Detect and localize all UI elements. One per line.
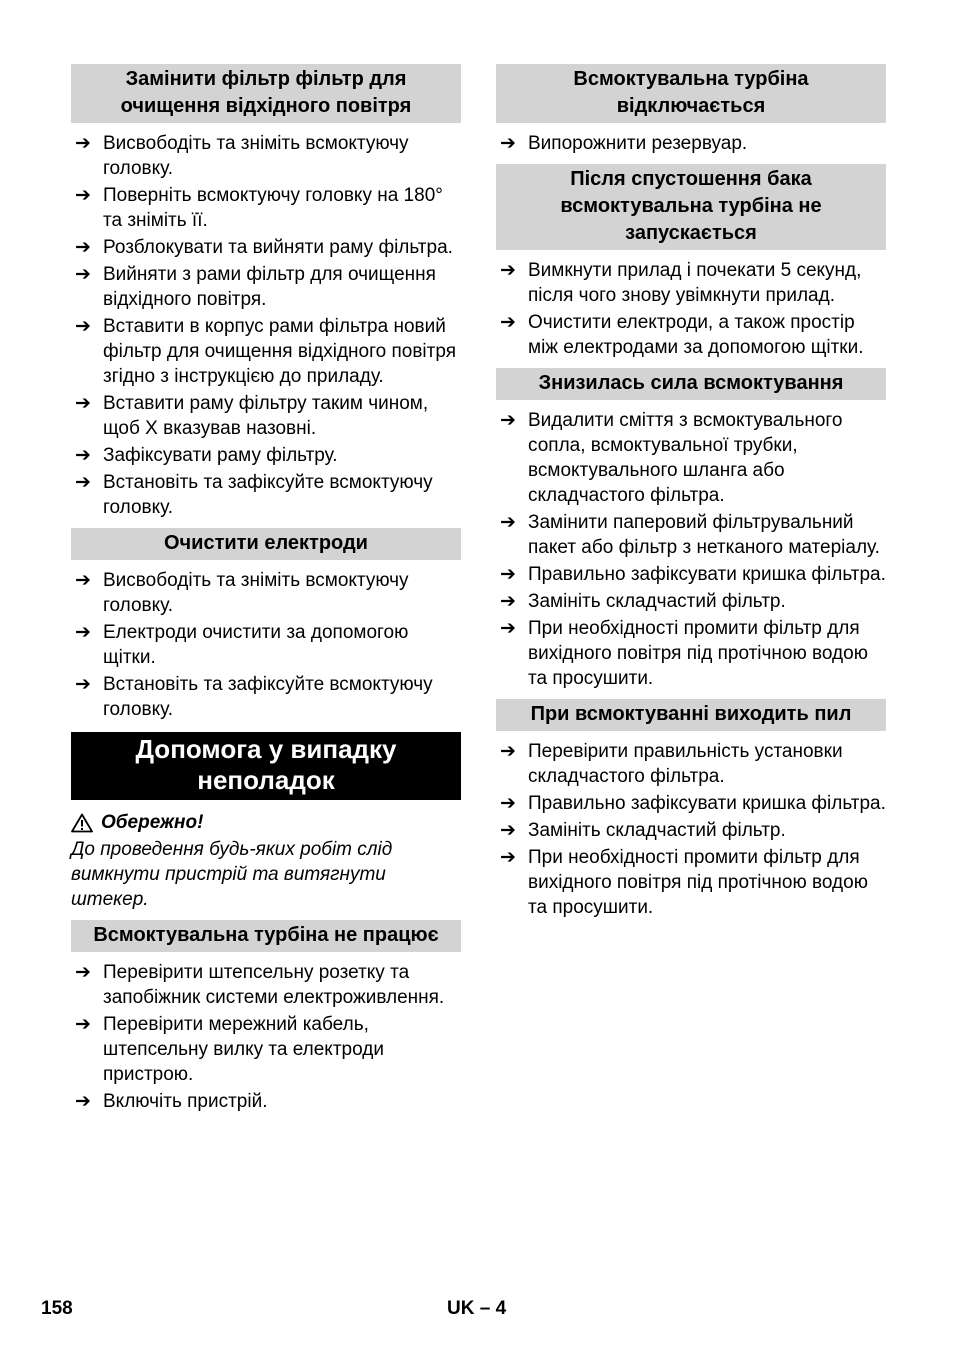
step-text: Вийняти з рами фільтр для очищення відхідного повітря. [103, 264, 436, 310]
step-item [496, 845, 886, 920]
arrow-right-icon: ➔ [500, 591, 516, 612]
step-text: Поверніть всмоктуючу головку на 180° та зніміть її. [103, 185, 443, 231]
step-text: При необхідності промити фільтр для вихідного повітря під протічною водою та просушити. [528, 847, 868, 918]
arrow-right-icon: ➔ [75, 1091, 91, 1112]
step-text: Правильно зафіксувати кришка фільтра. [528, 793, 886, 814]
step-item [496, 510, 886, 560]
left-column [71, 64, 461, 1122]
arrow-right-icon: ➔ [75, 674, 91, 695]
warning-text: До проведення будь-яких робіт слід вимкнути пристрій та витягнути штекер. [71, 839, 393, 910]
arrow-right-icon: ➔ [500, 741, 516, 762]
right-column [496, 64, 886, 928]
arrow-right-icon: ➔ [75, 185, 91, 206]
step-text: Випорожнити резервуар. [528, 133, 748, 154]
step-text: Видалити сміття з всмоктувального сопла, всмоктувальної трубки, всмоктувального шланга або складчастого фільтра. [528, 410, 843, 506]
arrow-right-icon: ➔ [75, 445, 91, 466]
step-list [71, 131, 461, 520]
step-item [496, 562, 886, 587]
step-text: Встановіть та зафіксуйте всмоктуючу головку. [103, 674, 433, 720]
step-item [496, 616, 886, 691]
warning-heading [71, 810, 461, 835]
step-item [71, 672, 461, 722]
step-item [496, 818, 886, 843]
arrow-right-icon: ➔ [75, 1014, 91, 1035]
arrow-right-icon: ➔ [75, 472, 91, 493]
step-text: Замініть складчастий фільтр. [528, 591, 786, 612]
step-text: Вимкнути прилад і почекати 5 секунд, після чого знову увімкнути прилад. [528, 260, 862, 306]
arrow-right-icon: ➔ [75, 393, 91, 414]
arrow-right-icon: ➔ [500, 312, 516, 333]
step-text: Висвободіть та зніміть всмоктуючу головку. [103, 133, 409, 179]
step-item [71, 443, 461, 468]
step-text: Замініть складчастий фільтр. [528, 820, 786, 841]
step-item [71, 960, 461, 1010]
step-text: Розблокувати та вийняти раму фільтра. [103, 237, 453, 258]
step-text: Перевірити мережний кабель, штепсельну вилку та електроди пристрою. [103, 1014, 384, 1085]
step-list [71, 960, 461, 1114]
arrow-right-icon: ➔ [75, 316, 91, 337]
arrow-right-icon: ➔ [75, 133, 91, 154]
arrow-right-icon: ➔ [500, 847, 516, 868]
step-item [71, 131, 461, 181]
step-item [496, 258, 886, 308]
step-item [71, 568, 461, 618]
step-text: Зафіксувати раму фільтру. [103, 445, 338, 466]
arrow-right-icon: ➔ [500, 793, 516, 814]
section-title-clean-electrodes: Очистити електроди [71, 528, 461, 560]
arrow-right-icon: ➔ [500, 618, 516, 639]
step-list [496, 739, 886, 920]
arrow-right-icon: ➔ [75, 622, 91, 643]
step-item [71, 262, 461, 312]
arrow-right-icon: ➔ [500, 260, 516, 281]
step-text: При необхідності промити фільтр для вихідного повітря під протічною водою та просушити. [528, 618, 868, 689]
arrow-right-icon: ➔ [75, 962, 91, 983]
step-item [71, 1089, 461, 1114]
step-text: Перевірити правильність установки складчастого фільтра. [528, 741, 843, 787]
section-title-turbine-does-not-start: Після спустошення бака всмоктувальна турбіна не запускається [496, 164, 886, 250]
step-text: Включіть пристрій. [103, 1091, 268, 1112]
section-title-dust-escapes: При всмоктуванні виходить пил [496, 699, 886, 731]
step-item [496, 408, 886, 508]
step-list [496, 131, 886, 156]
step-item [496, 131, 886, 156]
language-section-tag: UK – 4 [447, 1298, 507, 1319]
step-list [496, 408, 886, 691]
chapter-title-troubleshooting: Допомога у випадку неполадок [71, 732, 461, 800]
arrow-right-icon: ➔ [500, 564, 516, 585]
step-text: Замінити паперовий фільтрувальний пакет або фільтр з нетканого матеріалу. [528, 512, 880, 558]
arrow-right-icon: ➔ [500, 820, 516, 841]
step-item [496, 310, 886, 360]
arrow-right-icon: ➔ [500, 410, 516, 431]
step-list [496, 258, 886, 360]
arrow-right-icon: ➔ [75, 570, 91, 591]
arrow-right-icon: ➔ [75, 264, 91, 285]
step-item [496, 739, 886, 789]
section-title-turbine-switches-off: Всмоктувальна турбіна відключається [496, 64, 886, 123]
arrow-right-icon: ➔ [75, 237, 91, 258]
step-list [71, 568, 461, 722]
step-text: Вставити раму фільтру таким чином, щоб X вказував назовні. [103, 393, 429, 439]
section-title-replace-exhaust-filter: Замінити фільтр фільтр для очищення відхідного повітря [71, 64, 461, 123]
warning-triangle-icon [71, 813, 93, 833]
arrow-right-icon: ➔ [500, 133, 516, 154]
section-title-turbine-not-working: Всмоктувальна турбіна не працює [71, 920, 461, 952]
step-text: Встановіть та зафіксуйте всмоктуючу головку. [103, 472, 433, 518]
step-text: Перевірити штепсельну розетку та запобіжник системи електроживлення. [103, 962, 445, 1008]
step-item [71, 235, 461, 260]
step-item [71, 314, 461, 389]
arrow-right-icon: ➔ [500, 512, 516, 533]
step-item [71, 391, 461, 441]
step-item [496, 791, 886, 816]
step-item [71, 620, 461, 670]
step-item [71, 1012, 461, 1087]
step-text: Вставити в корпус рами фільтра новий фільтр для очищення відхідного повітря згідно з інструкцією до приладу. [103, 316, 456, 387]
step-text: Очистити електроди, а також простір між електродами за допомогою щітки. [528, 312, 864, 358]
warning-label: Обережно! [101, 812, 204, 833]
step-text: Електроди очистити за допомогою щітки. [103, 622, 409, 668]
page-number: 158 [41, 1298, 73, 1319]
step-item [496, 589, 886, 614]
step-item [71, 470, 461, 520]
step-text: Правильно зафіксувати кришка фільтра. [528, 564, 886, 585]
section-title-reduced-suction: Знизилась сила всмоктування [496, 368, 886, 400]
step-item [71, 183, 461, 233]
step-text: Висвободіть та зніміть всмоктуючу головку. [103, 570, 409, 616]
